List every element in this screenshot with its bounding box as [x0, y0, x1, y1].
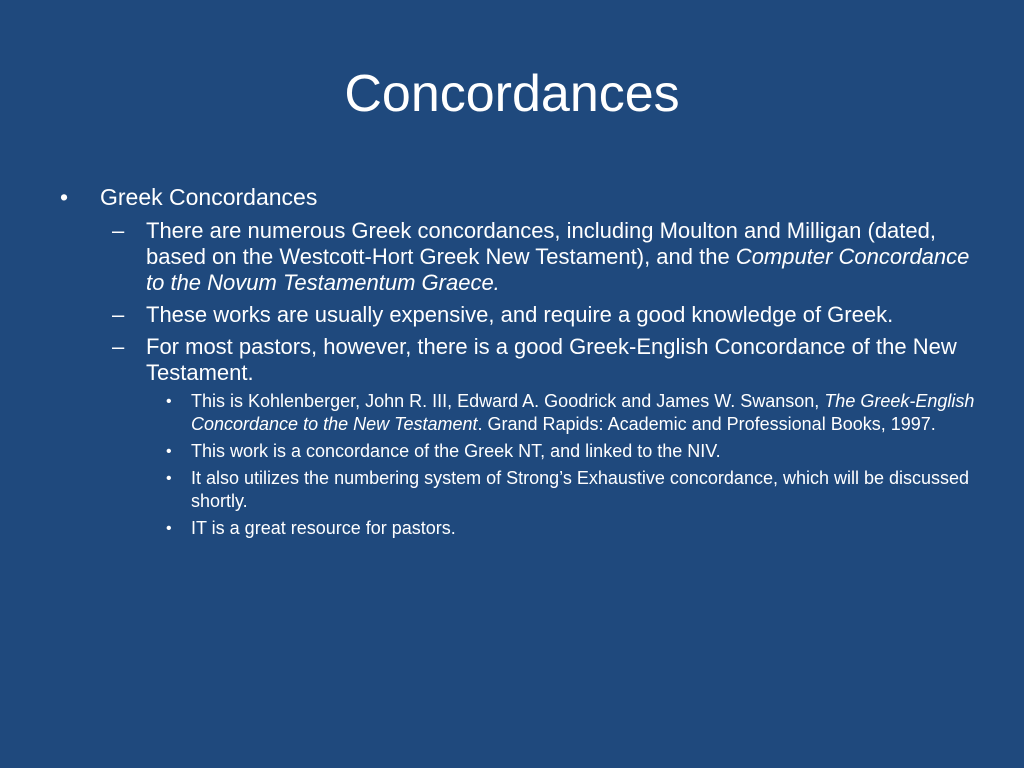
dash-item-italic-title: Computer Concordance to the Novum Testamentum Graece.	[146, 244, 970, 295]
dash-marker: –	[112, 334, 125, 359]
sub-item-2	[58, 440, 978, 463]
dash-item-1	[58, 218, 978, 296]
sub-item-4	[58, 517, 978, 540]
dot-marker: •	[166, 443, 172, 460]
dash-marker: –	[112, 218, 125, 243]
sub-item-text: This is Kohlenberger, John R. III, Edward A. Goodrick and James W. Swanson,	[191, 391, 825, 411]
dot-marker: •	[166, 470, 172, 487]
slide-title: Concordances	[344, 65, 680, 123]
dash-item-text: For most pastors, however, there is a good Greek-English Concordance of the New Testament.	[146, 334, 957, 385]
sub-item-text: IT is a great resource for pastors.	[191, 518, 456, 538]
sub-item-1	[58, 390, 978, 436]
dash-item-3	[58, 334, 978, 386]
slide-content	[58, 182, 978, 540]
dash-item-2	[58, 302, 978, 328]
bullet-marker: •	[60, 184, 69, 210]
dot-marker: •	[166, 393, 172, 410]
sub-item-text: It also utilizes the numbering system of Strong’s Exhaustive concordance, which will be discussed shortly.	[191, 468, 970, 511]
bullet-text: Greek Concordances	[100, 184, 318, 210]
sub-item-italic-title: The Greek-English Concordance to the New Testament	[191, 391, 975, 434]
sub-item-text-after: . Grand Rapids: Academic and Professional Books, 1997.	[477, 414, 936, 434]
dash-marker: –	[112, 302, 125, 327]
dot-marker: •	[166, 520, 172, 537]
dash-item-text: These works are usually expensive, and require a good knowledge of Greek.	[146, 302, 894, 327]
bullet-greek-concordances	[58, 182, 978, 212]
sub-item-3	[58, 467, 978, 513]
dash-item-text: There are numerous Greek concordances, including Moulton and Milligan (dated, based on the Westcott-Hort Greek New Testament), and the	[146, 218, 936, 269]
sub-item-text: This work is a concordance of the Greek NT, and linked to the NIV.	[191, 441, 721, 461]
